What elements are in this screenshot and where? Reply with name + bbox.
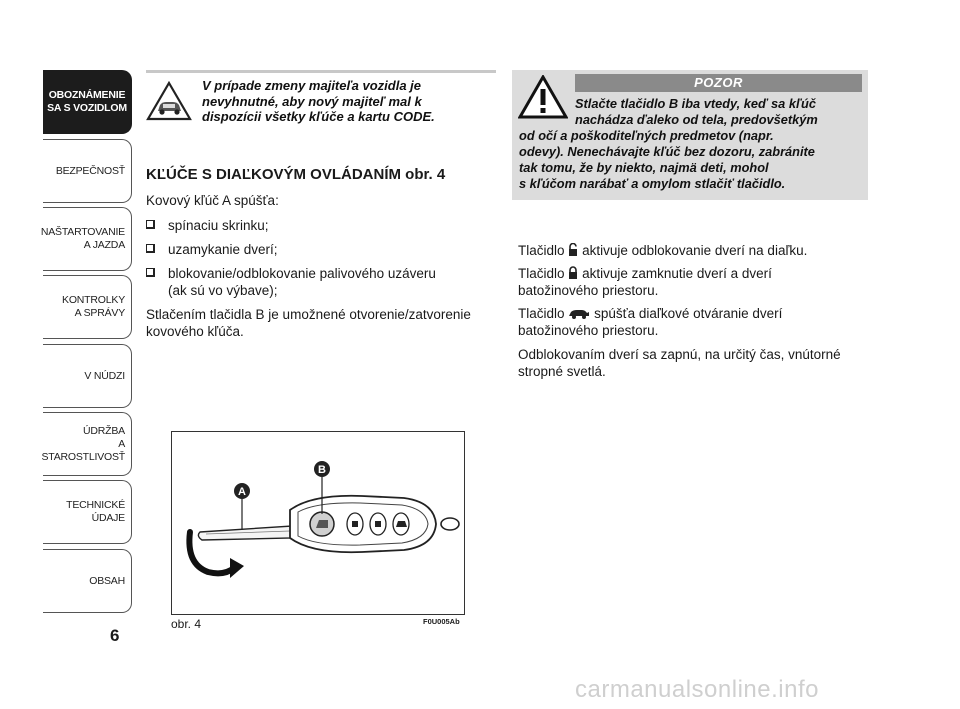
unlock-icon [568,243,578,257]
tab-obsah[interactable]: OBSAH [43,549,132,613]
note-text [202,78,502,125]
paragraph-text: spúšťa diaľkové otváranie dverí [594,306,783,321]
paragraph-text: aktivuje odblokovanie dverí na diaľku. [582,243,808,258]
warning-line: odevy). Nenechávajte kľúč bez dozoru, zabránite [519,144,815,159]
tab-nastartovanie[interactable]: NAŠTARTOVANIE A JAZDA [43,207,132,271]
paragraph-line: stropné svetlá. [518,364,606,379]
note-line: V prípade zmeny majiteľa vozidla je [202,78,422,93]
warning-triangle-icon [518,75,568,119]
section-heading [146,166,445,183]
paragraph-unlock [518,242,807,259]
page-number: 6 [110,626,120,645]
list-item-text: spínaciu skrinku; [168,218,269,233]
watermark: carmanualsonline.info [575,676,819,703]
trunk-open-icon [568,308,590,320]
tab-udrzba[interactable]: ÚDRŽBA A STAROSTLIVOSŤ [43,412,132,476]
warning-line: s kľúčom narábať a omylom stlačiť tlačidlo. [519,176,786,191]
paragraph-line: Stlačením tlačidla B je umožnené otvorenie/zatvorenie [146,307,471,322]
list-item-text: blokovanie/odblokovanie palivového uzáveru [168,266,436,281]
tab-v-nudzi[interactable]: V NÚDZI [43,344,132,408]
paragraph-line: batožinového priestoru. [518,323,659,338]
car-note-icon [146,81,192,121]
paragraph-line: Odblokovaním dverí sa zapnú, na určitý čas, vnútorné [518,347,841,362]
warning-header: POZOR [575,74,862,92]
lock-icon [568,266,578,280]
key-illustration [172,432,464,614]
tab-oboznamenie[interactable]: OBOZNÁMENIE SA S VOZIDLOM [43,70,132,134]
paragraph-lock [518,265,772,282]
tab-technicke[interactable]: TECHNICKÉ ÚDAJE [43,480,132,544]
tab-bezpecnost[interactable]: BEZPEČNOSŤ [43,139,132,203]
warning-line: tak tomu, že by niekto, najmä deti, mohol [519,160,769,175]
tab-kontrolky[interactable]: KONTROLKY A SPRÁVY [43,275,132,339]
paragraph-text: Tlačidlo [518,243,565,258]
warning-line: Stlačte tlačidlo B iba vtedy, keď sa kľúč [575,96,816,111]
bullet-box-icon [146,244,155,253]
list-item-text: uzamykanie dverí; [168,242,278,257]
paragraph-text: Tlačidlo [518,266,565,281]
figure-key [171,431,465,615]
paragraph-text: aktivuje zamknutie dverí a dverí [582,266,772,281]
section-figure-ref: obr. 4 [405,166,446,183]
paragraph-line: kovového kľúča. [146,324,244,339]
bullet-box-icon [146,220,155,229]
paragraph-trunk [518,305,782,322]
bullet-box-icon [146,268,155,277]
warning-line: nachádza ďaleko od tela, predovšetkým [575,112,818,127]
intro-text: Kovový kľúč A spúšťa: [146,193,279,208]
figure-code: F0U005Ab [423,617,460,626]
paragraph-text: Tlačidlo [518,306,565,321]
list-item-continuation: (ak sú vo výbave); [168,283,278,298]
label-b: B [318,464,326,476]
figure-caption: obr. 4 [171,617,202,631]
paragraph-line: batožinového priestoru. [518,283,659,298]
warning-line: od očí a poškoditeľných predmetov (napr. [519,128,774,143]
label-a: A [238,486,246,498]
divider [146,70,496,73]
note-line: dispozícii všetky kľúče a kartu CODE. [202,109,435,124]
section-title: KĽÚČE S DIAĽKOVÝM OVLÁDANÍM [146,166,401,183]
note-line: nevyhnutné, aby nový majiteľ mal k [202,93,422,109]
